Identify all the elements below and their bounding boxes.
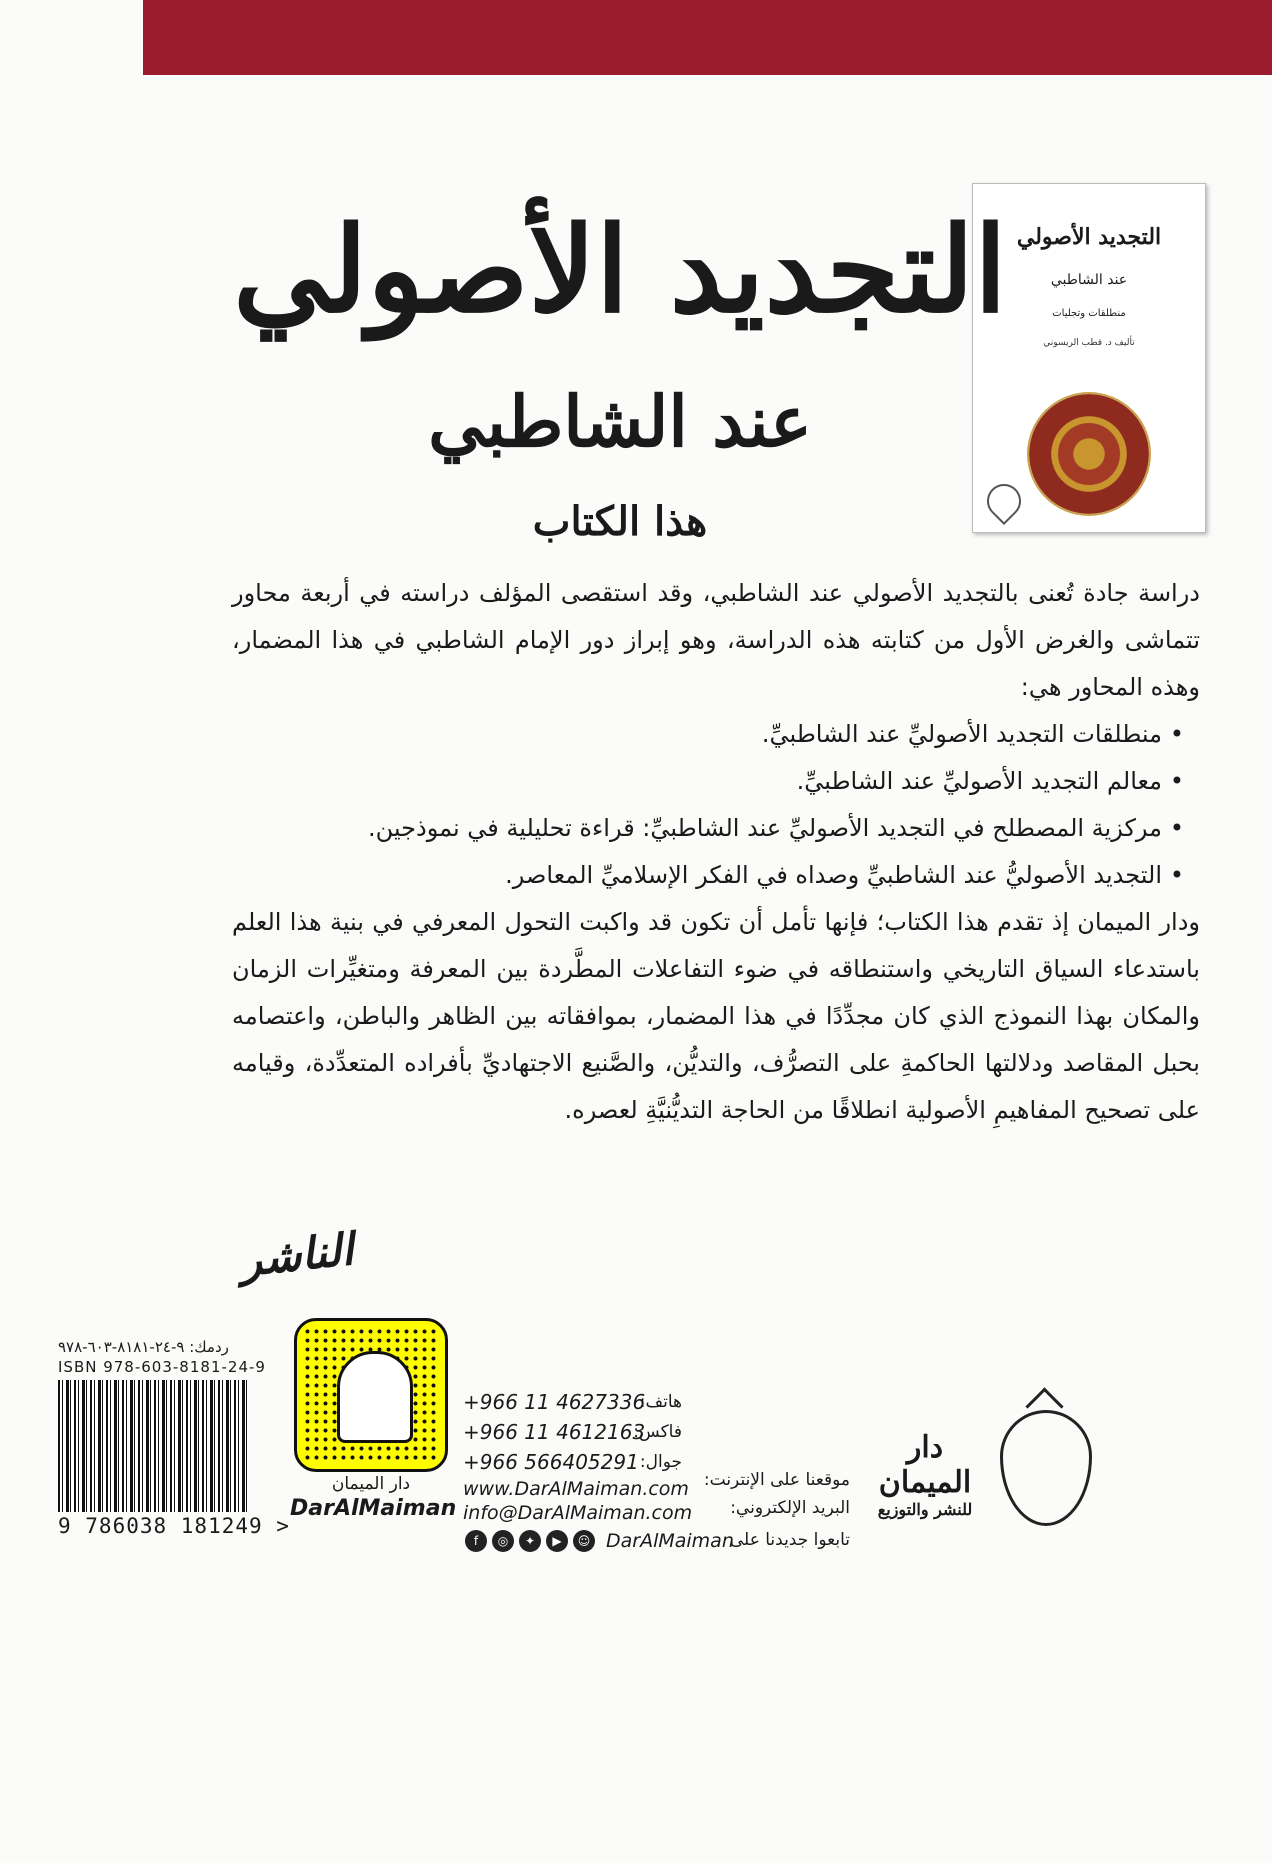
isbn-arabic: ردمك: ٩-٢٤-٨١٨١-٦٠٣-٩٧٨ xyxy=(58,1338,229,1356)
twitter-icon[interactable]: ✦ xyxy=(519,1530,541,1552)
list-item: • منطلقات التجديد الأصوليِّ عند الشاطبيِّ. xyxy=(232,711,1180,758)
ornament-medallion-icon xyxy=(1029,394,1149,514)
snapcode xyxy=(294,1318,448,1472)
blurb xyxy=(232,570,1200,1134)
thumbnail-title: التجديد الأصولي xyxy=(1016,224,1162,250)
social-handle: DarAlMaiman xyxy=(606,1530,734,1552)
thumbnail-subtitle: عند الشاطبي xyxy=(1050,272,1128,288)
instagram-icon[interactable]: ◎ xyxy=(492,1530,514,1552)
fax-label: فاكس: xyxy=(633,1422,682,1442)
phone-number: +966 11 4627336 xyxy=(463,1390,646,1414)
book-title: التجديد الأصولي xyxy=(233,200,1007,339)
facebook-icon[interactable]: f xyxy=(465,1530,487,1552)
closing-paragraph: ودار الميمان إذ تقدم هذا الكتاب؛ فإنها تأمل أن تكون قد واكبت التحول المعرفي في بنية هذا العلم باستدعاء السياق التاريخي واستنطاقه في ضوء التفاعلات المطَّردة بين المعرفة ومتغيِّرات الزمان والمكان بهذا النموذج الذي كان مجدِّدًا في هذا المضمار، بموافقاته بين الظاهر والباطن، واعتصامه بحبل المقاصد ودلالتها الحاكمةِ على التصرُّف، والتديُّن، والصَّنيع الاجتهاديِّ بأفراده المتعدِّدة، وقيامه على تصحيح المفاهيمِ الأصولية انطلاقًا من الحاجة التديُّنيَّةِ لعصره. xyxy=(232,908,1200,1124)
thumbnail-tagline: منطلقات وتجليات xyxy=(1052,308,1126,319)
mobile-number: +966 566405291 xyxy=(463,1450,639,1474)
phone-label: هاتف: xyxy=(639,1392,682,1412)
publisher-name: دار الميمان xyxy=(878,1430,972,1500)
publisher-tagline: للنشر والتوزيع xyxy=(877,1500,973,1519)
website-label: موقعنا على الإنترنت: xyxy=(703,1470,850,1490)
fax-number: +966 11 4612163 xyxy=(463,1420,646,1444)
intro-paragraph: دراسة جادة تُعنى بالتجديد الأصولي عند الشاطبي، وقد استقصى المؤلف دراسته في أربعة محاور تتماشى والغرض الأول من كتابته هذه الدراسة، وهو إبراز دور الإمام الشاطبي في هذا المضمار، وهذه المحاور هي: xyxy=(232,579,1200,701)
publisher-emblem-icon xyxy=(1000,1410,1092,1526)
book-subtitle: عند الشاطبي xyxy=(428,380,812,463)
list-item: • معالم التجديد الأصوليِّ عند الشاطبيِّ. xyxy=(232,758,1180,805)
isbn-label: ISBN 978-603-8181-24-9 xyxy=(58,1358,266,1376)
barcode-icon xyxy=(58,1380,248,1512)
youtube-icon[interactable]: ▶ xyxy=(546,1530,568,1552)
section-heading: هذا الكتاب xyxy=(532,498,708,545)
top-color-band xyxy=(143,0,1272,75)
snapchat-ghost-icon xyxy=(337,1351,413,1443)
snapcode-handle: DarAlMaiman xyxy=(290,1496,457,1521)
publisher-signature: الناشر xyxy=(237,1224,356,1287)
mobile-label: جوال: xyxy=(639,1452,682,1472)
email-link: info@DarAlMaiman.com xyxy=(463,1502,693,1524)
social-links xyxy=(465,1530,734,1552)
thumbnail-author: تأليف د. قطب الريسوني xyxy=(1043,338,1135,348)
website-link: www.DarAlMaiman.com xyxy=(463,1478,689,1500)
list-item: • التجديد الأصوليُّ عند الشاطبيِّ وصداه في الفكر الإسلاميِّ المعاصر. xyxy=(232,852,1180,899)
snapcode-name: دار الميمان xyxy=(331,1474,411,1494)
snapchat-icon[interactable]: ☺ xyxy=(573,1530,595,1552)
list-item: • مركزية المصطلح في التجديد الأصوليِّ عند الشاطبيِّ: قراءة تحليلية في نموذجين. xyxy=(232,805,1180,852)
email-label: البريد الإلكتروني: xyxy=(730,1498,850,1518)
barcode-digits: 9 786038 181249 > xyxy=(58,1514,290,1538)
publisher-wordmark xyxy=(860,1430,990,1519)
follow-label: تابعوا جديدنا على xyxy=(729,1530,850,1550)
topics-list xyxy=(232,711,1200,899)
